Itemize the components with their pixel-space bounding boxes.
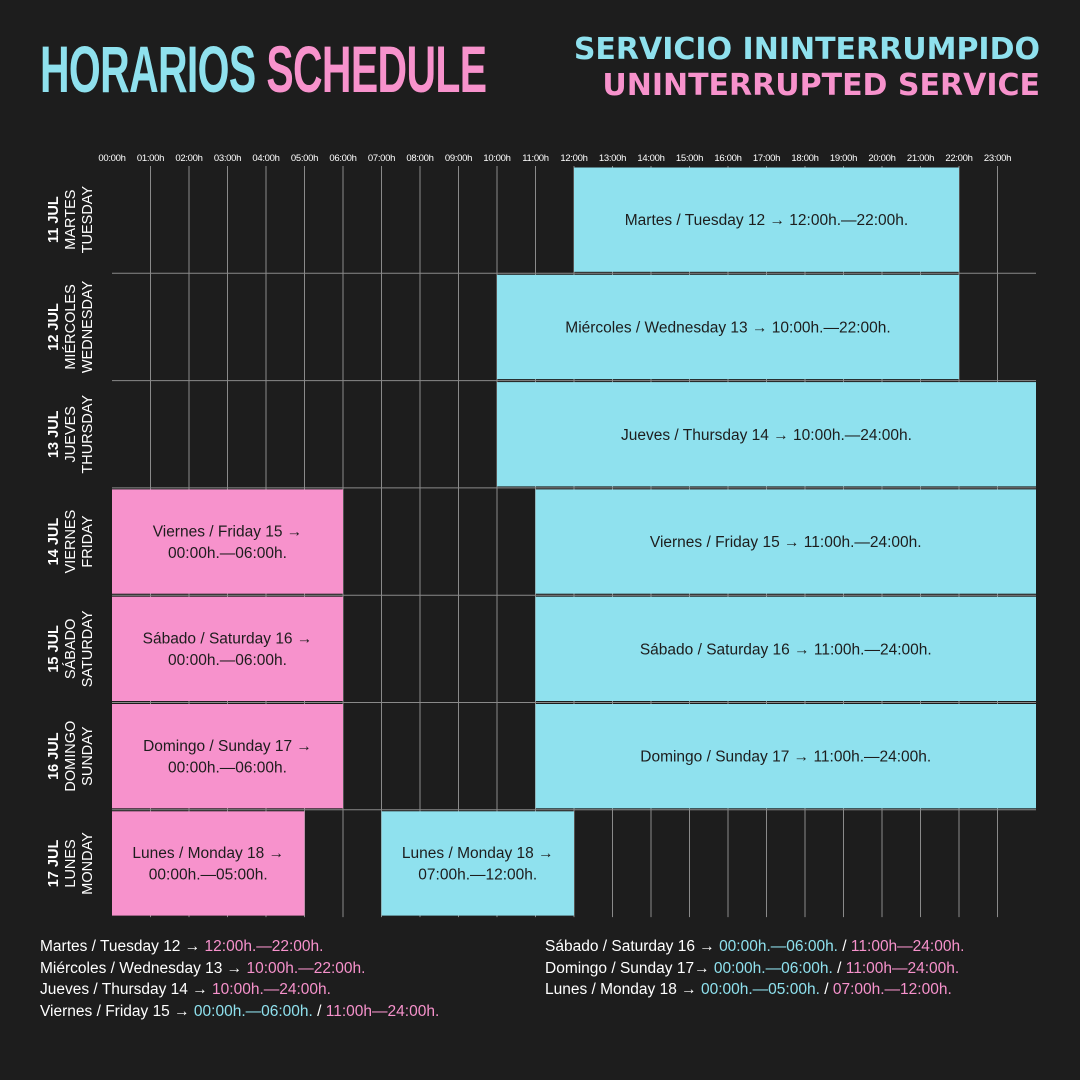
tick-label: 01:00h [136,153,165,164]
bar-label: Jueves / Thursday 14 → 10:00h.—24:00h. [621,426,912,444]
bar-label: Domingo / Sunday 17 → [143,737,312,755]
legend-segment: Martes / Tuesday 12 → [40,938,205,955]
tick-label: 05:00h [290,153,319,164]
row-label-text: JUEVES [63,406,79,463]
tick-label: 09:00h [444,153,473,164]
legend-segment: Jueves / Thursday 14 → [40,981,213,998]
row-label-text: 14 JUL [46,517,62,566]
bar-label: Sábado / Saturday 16 → [142,630,313,648]
tick-label: 11:00h [522,153,549,164]
bar-label: Lunes / Monday 18 → [401,845,554,863]
bar-label: Viernes / Friday 15 → 11:00h.—24:00h. [649,534,922,552]
schedule-bar [112,489,343,593]
tick-label: 08:00h [406,153,434,164]
legend-row [40,979,439,1001]
legend-segment: 12:00h.—22:00h. [204,938,324,955]
tick-label: 19:00h [829,153,858,164]
row-label [46,280,96,373]
tick-label: 14:00h [637,153,665,164]
legend-segment: 00:00h.—05:00h. [700,981,820,998]
bar-label: Miércoles / Wednesday 13 → 10:00h.—22:00h. [565,319,891,337]
schedule-bar [112,704,343,808]
row-label-text: TUESDAY [80,185,96,254]
row-label [46,721,96,792]
tick-label: 03:00h [213,153,242,164]
bar-label: Sábado / Saturday 16 → 11:00h.—24:00h. [639,641,932,659]
legend-segment: 00:00h.—06:00h. [713,959,833,977]
legend-row [545,958,964,980]
tick-label: 16:00h [714,153,742,164]
row-label-text: 15 JUL [46,625,62,673]
bar-label: Domingo / Sunday 17 → 11:00h.—24:00h. [640,748,932,766]
bar-label: 00:00h.—06:00h. [168,652,287,670]
bar-label: Lunes / Monday 18 → [132,845,285,863]
row-label-text: FRIDAY [80,515,96,568]
schedule-bar [382,811,575,915]
bar-label: 00:00h.—06:00h. [168,759,287,777]
legend-segment: 00:00h.—06:00h. [193,1002,313,1020]
row-label-text: MARTES [63,189,79,250]
legend-segment: 10:00h.—22:00h. [246,959,366,977]
tick-label: 07:00h [367,153,396,164]
row-label-text: 13 JUL [46,410,62,459]
legend-segment: / [838,938,851,955]
legend-right [545,936,964,1001]
tick-label: 13:00h [598,153,627,164]
legend-row [40,1001,439,1023]
row-label-text: LUNES [63,839,79,888]
tick-label: 04:00h [252,153,280,164]
row-label [46,395,96,474]
row-label-text: 11 JUL [46,196,62,244]
legend-segment: / [312,1002,326,1020]
legend-segment: / [819,981,833,998]
tick-label: 02:00h [175,153,203,164]
legend-segment: Viernes / Friday 15 → [40,1002,194,1020]
legend-row [40,936,439,958]
legend-segment: 00:00h.—06:00h. [719,938,838,955]
row-label-text: SÁBADO [63,618,79,680]
schedule-bar [112,597,343,701]
tick-label: 18:00h [791,153,819,164]
schedule-bar [112,811,305,915]
tick-label: 10:00h [483,153,511,164]
legend-row [545,979,964,1001]
legend-left [40,936,439,1022]
legend-segment: 07:00h.—12:00h. [832,981,952,998]
bar-label: 00:00h.—06:00h. [168,544,287,562]
legend-segment: Domingo / Sunday 17→ [545,959,714,977]
row-label-text: VIERNES [63,509,79,574]
row-label-text: THURSDAY [80,394,96,474]
tick-label: 00:00h [98,153,126,164]
legend-segment: Lunes / Monday 18 → [545,981,701,998]
title-servicio: SERVICIO ININTERRUMPIDO [573,32,1040,67]
bar-label: Viernes / Friday 15 → [152,523,303,541]
row-label-text: 16 JUL [46,732,62,780]
row-label-text: DOMINGO [63,720,79,792]
row-label [46,610,96,687]
legend-segment: Sábado / Saturday 16 → [545,938,720,955]
bar-label: Martes / Tuesday 12 → 12:00h.—22:00h. [624,212,909,230]
legend-segment: / [832,959,846,977]
legend-segment: 10:00h.—24:00h. [212,981,331,998]
row-label-text: WEDNESDAY [80,280,96,374]
row-label-text: MONDAY [80,832,96,895]
title-uninterrupted: UNINTERRUPTED SERVICE [602,68,1040,103]
row-label-text: SATURDAY [80,610,96,688]
tick-label: 20:00h [868,153,896,164]
bar-label: 07:00h.—12:00h. [418,866,538,884]
legend-segment: Miércoles / Wednesday 13 → [40,959,247,977]
row-label [46,832,96,895]
title-schedule: SCHEDULE [266,32,487,106]
tick-label: 22:00h [945,153,973,164]
legend-segment: 11:00h—24:00h. [850,938,965,955]
row-label [46,510,96,574]
row-label-text: SUNDAY [80,726,96,786]
row-label-text: MIÉRCOLES [63,284,79,370]
tick-label: 23:00h [983,153,1012,164]
tick-label: 15:00h [675,153,704,164]
bar-label: 00:00h.—05:00h. [148,866,268,884]
tick-label: 06:00h [329,153,357,164]
row-label-text: 17 JUL [46,839,62,888]
row-label [46,186,96,254]
legend-row [545,936,964,958]
tick-label: 17:00h [752,153,781,164]
tick-label: 12:00h [560,153,588,164]
title-horarios: HORARIOS [40,32,256,106]
legend-segment: 11:00h—24:00h. [845,959,960,977]
legend-segment: 11:00h—24:00h. [325,1002,440,1020]
row-label-text: 12 JUL [46,303,62,351]
tick-label: 21:00h [906,153,935,164]
legend-row [40,958,439,980]
